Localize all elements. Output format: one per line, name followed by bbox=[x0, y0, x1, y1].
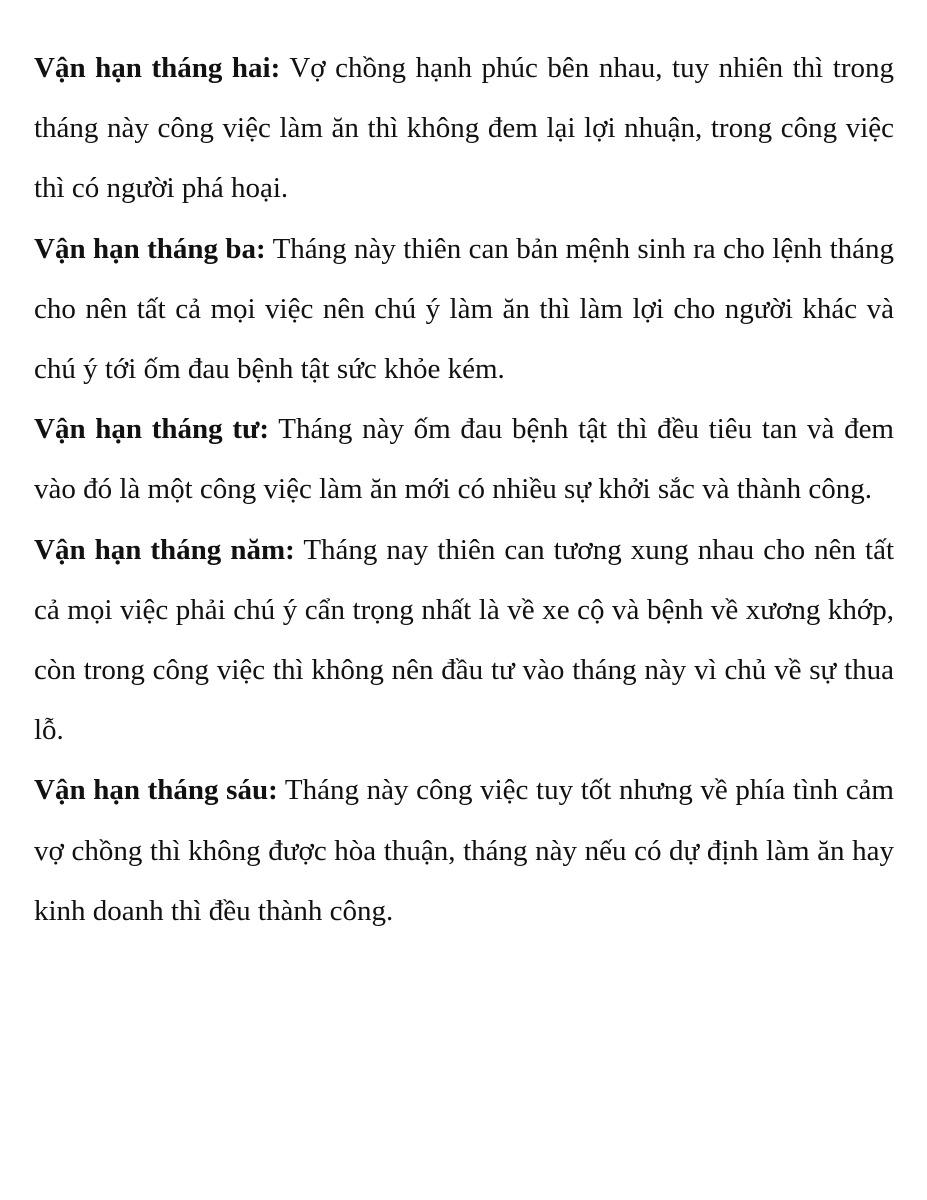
paragraph-body: Vợ chồng hạnh phúc bên nhau, tuy nhiên thì trong tháng này công việc làm ăn thì không đem lại lợi nhuận, trong công việc thì có người phá hoại. bbox=[34, 52, 895, 205]
paragraph-thang-hai bbox=[34, 38, 894, 219]
paragraph-heading: Vận hạn tháng tư: bbox=[34, 413, 270, 446]
paragraph-heading: Vận hạn tháng ba: bbox=[34, 232, 266, 265]
document-page bbox=[34, 38, 894, 941]
paragraph-thang-nam bbox=[34, 520, 894, 761]
paragraph-heading: Vận hạn tháng hai: bbox=[34, 52, 281, 84]
paragraph-thang-tu bbox=[34, 399, 894, 519]
paragraph-body: Tháng này thiên can bản mệnh sinh ra cho lệnh tháng cho nên tất cả mọi việc nên chú ý làm ăn thì làm lợi cho người khác và chú ý tới ốm đau bệnh tật sức khỏe kém. bbox=[34, 232, 895, 386]
paragraph-thang-sau bbox=[34, 760, 894, 941]
paragraph-heading: Vận hạn tháng sáu: bbox=[34, 774, 278, 807]
paragraph-heading: Vận hạn tháng năm: bbox=[34, 533, 295, 566]
paragraph-body: Tháng nay thiên can tương xung nhau cho nên tất cả mọi việc phải chú ý cẩn trọng nhất là về xe cộ và bệnh về xương khớp, còn trong công việc thì không nên đầu tư vào tháng này vì chủ về sự thua lỗ. bbox=[34, 533, 895, 747]
paragraph-thang-ba bbox=[34, 219, 894, 400]
paragraph-body: Tháng này ốm đau bệnh tật thì đều tiêu tan và đem vào đó là một công việc làm ăn mới có nhiều sự khởi sắc và thành công. bbox=[34, 413, 894, 506]
paragraph-body: Tháng này công việc tuy tốt nhưng về phía tình cảm vợ chồng thì không được hòa thuận, tháng này nếu có dự định làm ăn hay kinh doanh thì đều thành công. bbox=[34, 774, 894, 927]
